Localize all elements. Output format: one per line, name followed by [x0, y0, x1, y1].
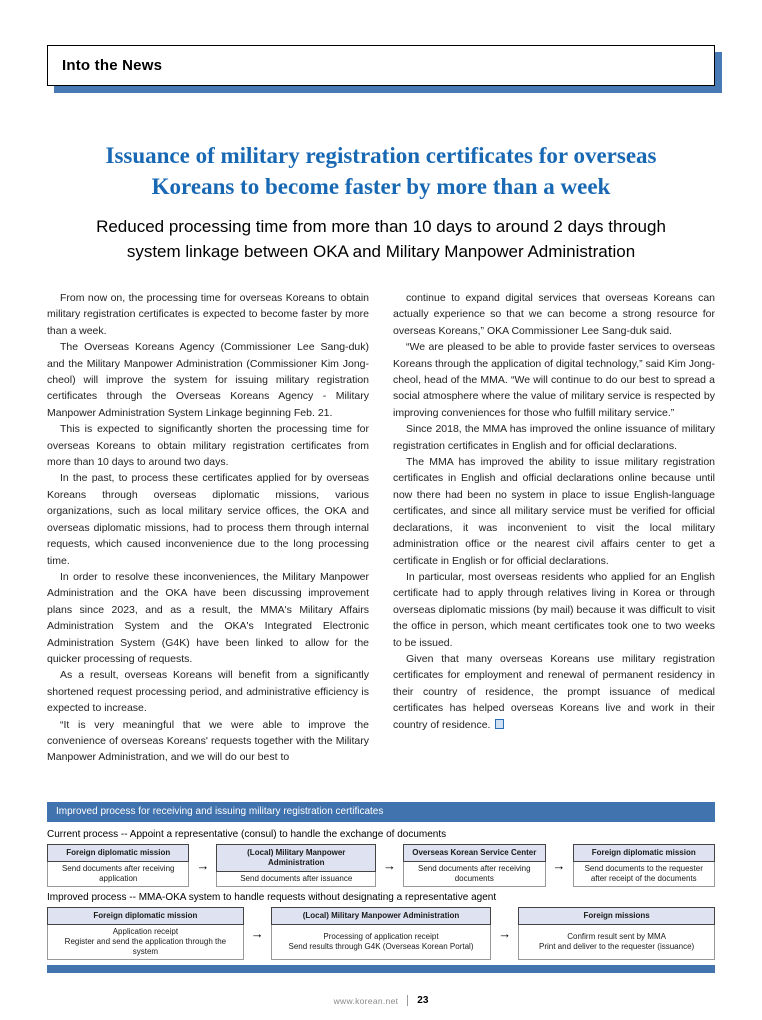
flow-step-body: [518, 925, 715, 960]
flow-step-line: Confirm result sent by MMA: [567, 932, 666, 941]
article-title: [47, 140, 715, 202]
flow-step-body: Send documents after issuance: [216, 872, 376, 887]
subtitle-line-1: Reduced processing time from more than 10 days to around 2 days through: [96, 217, 666, 236]
flow-step-line: Print and deliver to the requester (issuance): [539, 942, 695, 951]
paragraph: In the past, to process these certificates applied for by overseas Koreans through overseas diplomatic missions, various organizations, such as local military service offices, the OKA and overseas diplomatic missions, had to process them through internal requests, which caused inconvenience due to the long processing time.: [47, 472, 369, 567]
paragraph: In particular, most overseas residents who applied for an English certificate had to apply through relatives living in Korea or through overseas diplomatic missions (by mail) because it was difficult to visit the office in person, which meant certificates took one to two weeks to be issued.: [393, 570, 715, 649]
paragraph: “It is very meaningful that we were able to improve the convenience of overseas Koreans' requests together with the Military Manpower Administration, and we will do our best to: [47, 718, 369, 764]
flow-step: [47, 844, 189, 887]
title-line-1: Issuance of military registration certificates for overseas: [105, 143, 657, 168]
flow-step-body: Send documents to the requester after receipt of the documents: [573, 862, 715, 887]
article-subtitle: [47, 214, 715, 264]
paragraph: From now on, the processing time for overseas Koreans to obtain military registration certificates is expected to become faster by more than a week.: [47, 292, 369, 337]
flow-step-body: [47, 925, 244, 960]
current-process-row: [47, 844, 715, 887]
paragraph: The Overseas Koreans Agency (Commissioner Lee Sang-duk) and the Military Manpower Administration (Commissioner Kim Jong-cheol) will improve the system for issuing military registration certificates through the Overseas Koreans Agency - Military Manpower Administration System Linkage beginning Feb. 21.: [47, 341, 369, 419]
flow-step-title: Foreign diplomatic mission: [47, 907, 244, 925]
paragraph: [393, 651, 715, 733]
flow-step: [403, 844, 545, 887]
diagram-bottom-bar: [47, 965, 715, 973]
flow-step-title: (Local) Military Manpower Administration: [271, 907, 491, 925]
title-line-2: Koreans to become faster by more than a week: [151, 174, 611, 199]
article-body: [47, 290, 715, 792]
flow-step-title: Foreign missions: [518, 907, 715, 925]
flow-step-body: Send documents after receiving documents: [403, 862, 545, 887]
flow-step: [47, 907, 244, 960]
paragraph: “We are pleased to be able to provide faster services to overseas Koreans through the application of digital technology,” said Kim Jong-cheol, head of the MMA. “We will continue to do our best to spread a social atmosphere where the value of military service is respected by improving conveniences for those who fulfill military service.”: [393, 341, 715, 419]
paragraph: This is expected to significantly shorten the processing time for overseas Koreans to obtain military registration certificates from more than 10 days to around two days.: [47, 423, 369, 469]
paragraph-text: Given that many overseas Koreans use military registration certificates for employment and renewal of permanent residency in their country of residence, the prompt issuance of medical certificates has helped overseas Koreans live and work in their country of residence.: [393, 652, 715, 731]
improved-process-row: [47, 907, 715, 960]
flow-step: [573, 844, 715, 887]
diagram-title-bar: Improved process for receiving and issuing military registration certificates: [47, 802, 715, 822]
arrow-right-icon: →: [498, 926, 512, 941]
flow-step-body: [271, 925, 491, 960]
paragraph: In order to resolve these inconveniences, the Military Manpower Administration and the OKA have been discussing improvement plans since 2023, and as a result, the MMA's Military Affairs Administration System and the OKA's Integrated Electronic Administration System (G4K) have been linked to allow for the quicker processing of requests.: [47, 570, 369, 665]
section-header: [47, 45, 715, 86]
flow-step-line: Application receipt: [112, 927, 179, 936]
footer-divider: [407, 995, 408, 1006]
flow-step-line: Register and send the application through the system: [64, 937, 227, 956]
page-footer: [0, 995, 762, 1006]
paragraph: As a result, overseas Koreans will benefit from a significantly shortened request processing period, and administrative efficiency is expected to increase.: [47, 669, 369, 715]
page-number: 23: [417, 995, 429, 1006]
flow-step-title: Foreign diplomatic mission: [47, 844, 189, 862]
flow-step-title: Foreign diplomatic mission: [573, 844, 715, 862]
flow-step-line: Processing of application receipt: [323, 932, 439, 941]
right-column: [393, 290, 715, 792]
process-diagram: [47, 802, 715, 973]
flow-step-body: Send documents after receiving application: [47, 862, 189, 887]
current-process-label: Current process -- Appoint a representative (consul) to handle the exchange of documents: [47, 829, 447, 840]
arrow-right-icon: →: [250, 926, 264, 941]
flow-step-title: (Local) Military Manpower Administration: [216, 844, 376, 872]
flow-step-title: Overseas Korean Service Center: [403, 844, 545, 862]
flow-step-line: Send results through G4K (Overseas Korean Portal): [288, 942, 474, 951]
arrow-right-icon: →: [383, 858, 397, 873]
flow-step: [271, 907, 491, 960]
paragraph: continue to expand digital services that overseas Koreans can actually experience so that we can become a strong resource for overseas Koreans,” OKA Commissioner Lee Sang-duk said.: [393, 292, 715, 337]
paragraph: Since 2018, the MMA has improved the online issuance of military registration certificates in English and for official declarations.: [393, 423, 715, 452]
left-column: [47, 290, 369, 792]
flow-step: [216, 844, 376, 887]
end-mark-icon: [495, 719, 504, 729]
arrow-right-icon: →: [196, 858, 210, 873]
subtitle-line-2: system linkage between OKA and Military Manpower Administration: [126, 242, 636, 261]
section-label: Into the News: [62, 57, 163, 74]
improved-process-label: Improved process -- MMA-OKA system to handle requests without designating a representative agent: [47, 892, 497, 903]
flow-step: [518, 907, 715, 960]
paragraph: The MMA has improved the ability to issue military registration certificates in English and official declarations online because until now there had been no system in place to issue English-language certificates, and since all military service must be verified for official declarations, it was inconvenient to visit the local military administration office or the nearest civil affairs center to get a certificate in English or for official declarations.: [393, 456, 715, 567]
footer-url: www.korean.net: [333, 995, 399, 1006]
arrow-right-icon: →: [552, 858, 566, 873]
